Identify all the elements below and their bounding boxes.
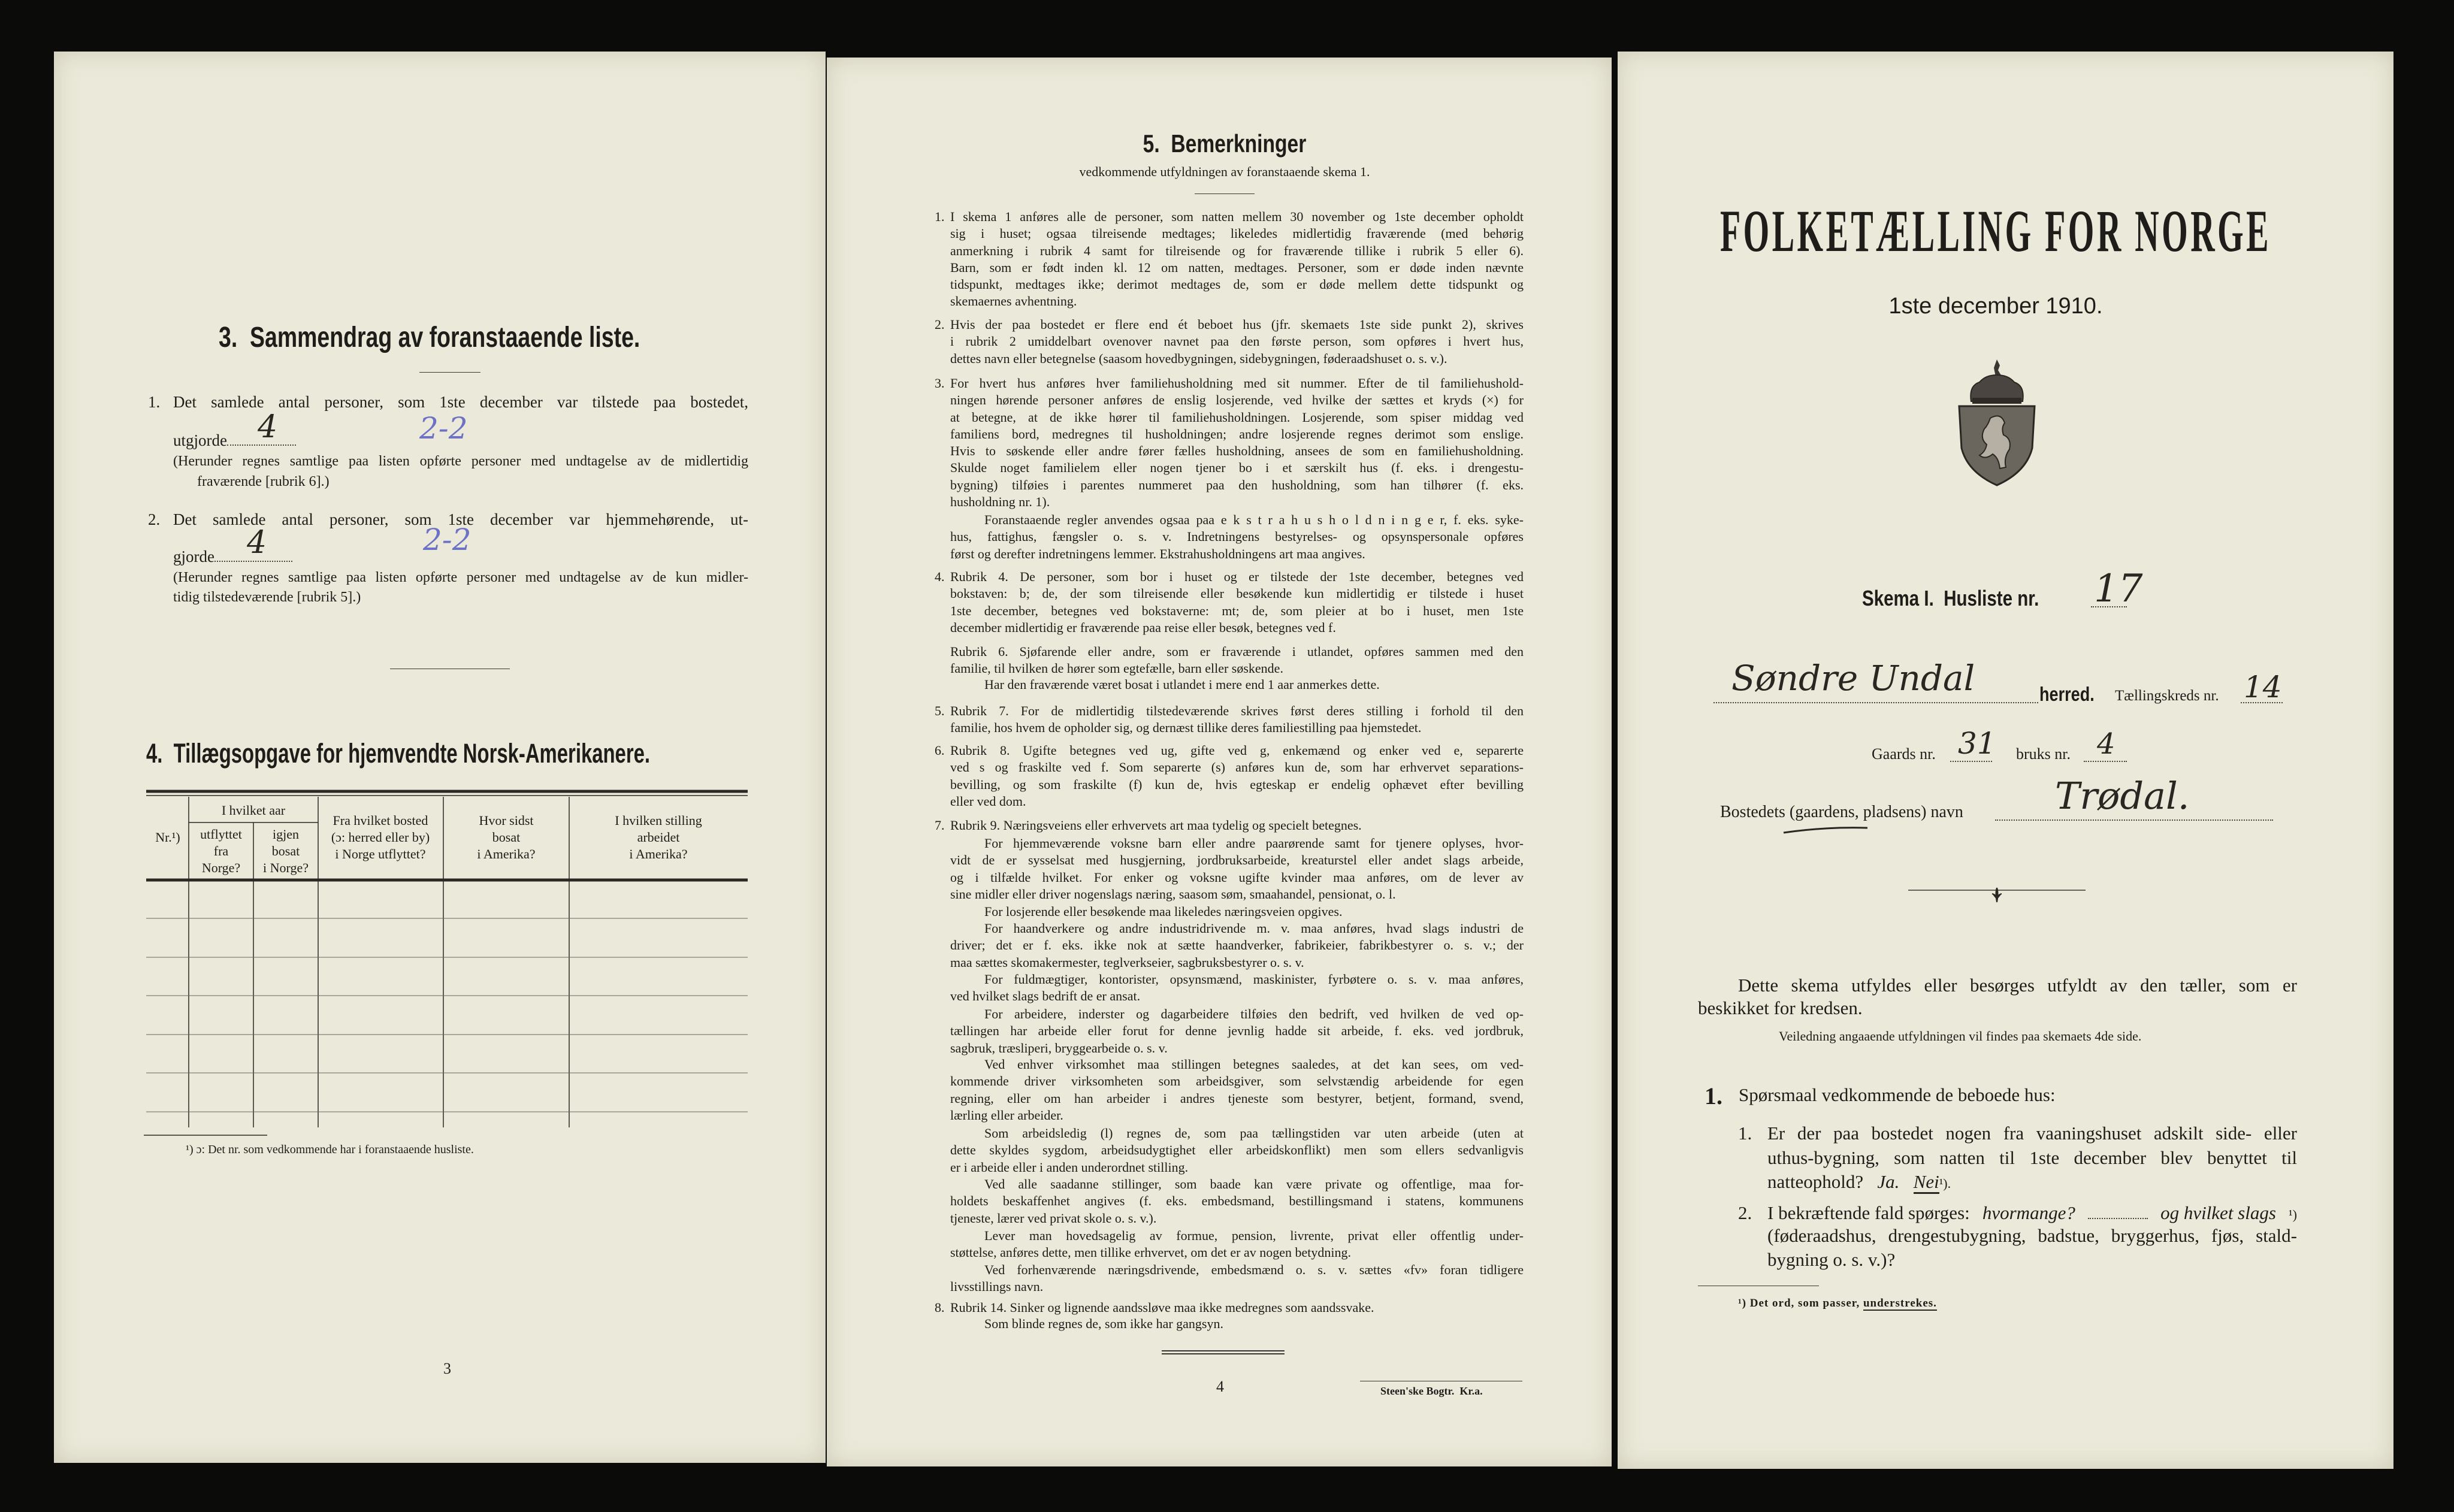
text-line: Rubrik 9. Næringsveiens eller erhvervets art maa tydelig og specielt betegnes. <box>950 818 1362 833</box>
gaards-nr-handwritten: 31 <box>1958 726 1996 761</box>
footnote-text: ¹) Det ord, som passer, <box>1738 1297 1860 1310</box>
remark-8-a <box>950 1316 1524 1332</box>
remark-5 <box>935 703 1524 737</box>
text-line: Rubrik 7. For de midlertidig tilstedeværende skrives først deres stilling i forhold til den <box>950 703 1524 718</box>
section5-subtitle: vedkommende utfyldningen av foranstaaende skema 1. <box>1079 164 1370 179</box>
text-line: For arbeidere, inderster og dagarbeidere tilføies den bedrift, ved hvilken de ved op- <box>984 1006 1524 1021</box>
text-line: For hjemmeværende voksne barn eller andre paarørende samt for tjenere oplyses, hvor- <box>984 836 1524 851</box>
remark-7 <box>935 817 1524 834</box>
text-line: For hvert hus anføres hver familiehusholdning med sit nummer. Efter de til familiehushold- <box>950 376 1524 391</box>
header-line: i Norge? <box>263 860 309 875</box>
text-line: bevilling, og som fraskilte (f) kun de, hvis egteskap er endelig ophævet efter bevilling <box>950 776 1524 792</box>
page-number: 4 <box>1216 1378 1224 1395</box>
item2-handwritten-value: 4 <box>247 525 267 561</box>
answer-yes[interactable]: Ja. <box>1877 1171 1900 1192</box>
text-line: skemaernes avhentning. <box>950 294 1077 309</box>
header-line: fra <box>213 843 229 858</box>
text-line: familie, hos hvem de opholder sig, og dernæst tillike deres familiestilling paa hjemstedet. <box>950 720 1422 736</box>
double-rule <box>1162 1350 1285 1351</box>
header-line: (ɔ: herred eller by) <box>331 830 430 845</box>
printer-imprint: Steen'ske Bogtr. Kr.a. <box>1380 1385 1483 1397</box>
page-number: 3 <box>443 1360 451 1377</box>
text-line: Som blinde regnes de, som ikke har gangsyn. <box>984 1316 1223 1331</box>
remark-number: 2. <box>935 317 945 332</box>
remark-7-e <box>950 1006 1524 1057</box>
remark-7-g <box>950 1125 1524 1176</box>
answer-no-selected[interactable]: Nei <box>1914 1171 1939 1194</box>
text-line: 1ste december, betegnes ved bokstaverne: mt; de, som pleier at bo i huset, men 1ste <box>950 603 1524 618</box>
col-header-nr: Nr.¹) <box>155 830 180 845</box>
text-line: ningen hørende personer anføres de enslig losjerende, ved hvilke der sættes et kryds (×) for <box>950 392 1524 408</box>
header-line: Hvor sidst <box>479 813 534 828</box>
header-line: arbeidet <box>637 830 680 845</box>
col-header-where <box>477 812 535 863</box>
kreds-nr-handwritten: 14 <box>2244 670 2282 704</box>
gjorde-label: gjorde <box>173 548 214 566</box>
ornament-icon <box>1908 887 2086 905</box>
q2-text-cont: (føderaadshus, drengestubygning, badstue, bryggerhus, fjøs, stald- <box>1767 1225 2297 1246</box>
item2-number: 2. <box>148 510 161 528</box>
q2-text <box>1767 1202 2297 1224</box>
instruction-text-cont: beskikket for kredsen. <box>1698 997 1863 1018</box>
underline-mark <box>1782 824 1869 836</box>
q1-text: Er der paa bostedet nogen fra vaaningshuset adskilt side- eller <box>1767 1123 2297 1144</box>
text-line: støttelse, anføres dette, men tillike erhvervet, om det er av nogen betydning. <box>950 1245 1351 1260</box>
q2-text-end: bygning o. s. v.)? <box>1767 1249 1896 1270</box>
footnote <box>1738 1297 1937 1310</box>
remark-6 <box>935 742 1524 810</box>
text-line: husholdning nr. 1). <box>950 494 1050 510</box>
remark-number: 8. <box>935 1300 945 1315</box>
q1-number: 1. <box>1738 1123 1752 1144</box>
text-line: familiens bord, medregnes til husholdningen; andre losjerende regnes derimot som enslige. <box>950 426 1524 441</box>
text-line: Ved forhenværende næringsdrivende, embedsmænd o. s. v. sættes «fv» foran tidligere <box>984 1262 1524 1277</box>
text-line: I skema 1 anføres alle de personer, som natten mellem 30 november og 1ste december opholdt <box>950 209 1524 224</box>
text-line: dettes navn eller betegnelse (saasom hovedbygningen, sidebygningen, føderaadshuset o. s. v.). <box>950 350 1447 366</box>
remark-4-bosat <box>950 676 1524 693</box>
text-line: bokstaven: b; de, der som tilreisende eller besøkende kun midlertidig er tilstede i huset <box>950 586 1524 601</box>
bruks-nr-handwritten: 4 <box>2097 727 2115 761</box>
remark-7-d <box>950 971 1524 1005</box>
text-line: maa sættes skomakermester, teglverkseier, sagbruksbestyrer o. s. v. <box>950 954 1304 970</box>
remark-7-c <box>950 920 1524 971</box>
text-line: sine midler eller driver nogenslags næring, saasom søm, smaahandel, pensionat, o. l. <box>950 886 1396 902</box>
text-line: dette skyldes sygdom, arbeidsudygtighet eller arbeidskonflikt) men som ellers sedvanligvis <box>950 1142 1524 1158</box>
section5-title: 5. Bemerkninger <box>1143 129 1307 158</box>
remark-3 <box>935 375 1524 510</box>
text-line: Har den fraværende været bosat i utlandet i mere end 1 aar anmerkes dette. <box>984 677 1380 692</box>
q1-text-cont: uthus-bygning, som natten til 1ste december blev benyttet til <box>1767 1147 2297 1168</box>
text-line: først og derefter indretningens lemmer. Ekstrahusholdningens art maa angives. <box>950 546 1365 561</box>
text-line: ved s og fraskilte ved f. Som separerte (s) anføres kun de, som har erhvervet separations- <box>950 760 1524 775</box>
col-header-returned <box>263 826 309 876</box>
remark-7-i <box>950 1227 1524 1262</box>
remark-4 <box>935 568 1524 636</box>
remark-number: 1. <box>935 209 945 224</box>
col-group-year: I hvilket aar <box>221 803 286 818</box>
col-header-from <box>331 812 430 863</box>
text-line: tællingen har arbeide eller forut for denne jevnlig hadde sit arbeide, f. eks. ved jordbruk, <box>950 1023 1524 1039</box>
schema-label: Skema I. Husliste nr. <box>1862 586 2039 610</box>
item1-blue-annotation: 2-2 <box>419 411 468 446</box>
text-line: kommende driver virksomheten som arbeidsgiver, som selvstændig arbeidende for egen <box>950 1073 1524 1089</box>
text-line: regning, eller om han arbeider i andres tjeneste som bestyrer, betjent, formand, svend, <box>950 1090 1524 1106</box>
text-line: at betegne, at de ikke hører til familiehusholdningen. Losjerende, som spiser middag ved <box>950 409 1524 425</box>
header-line: Norge? <box>201 860 241 875</box>
text-line: For losjerende eller besøkende maa likeledes næringsveien opgives. <box>984 904 1343 919</box>
text-line: ved hvilket slags bedrift de er ansat. <box>950 988 1141 1004</box>
census-date: 1ste december 1910. <box>1888 294 2103 319</box>
remark-number: 3. <box>935 376 945 391</box>
header-line: I hvilken stilling <box>615 813 702 828</box>
text-line: Hvis to søskende eller andre fører fælles husholdning, ansees de som en familiehusholdning. <box>950 443 1524 459</box>
item1-note-cont: fraværende [rubrik 6].) <box>197 474 330 489</box>
remark-7-b <box>950 903 1524 920</box>
question-section-number: 1. <box>1704 1082 1722 1109</box>
text-line: hus, fattighus, fængsler o. s. v. Indretningens bestyrelses- og opsynspersonale opføres <box>950 529 1524 545</box>
header-line: Fra hvilket bosted <box>333 813 428 828</box>
text-line: eller ved dom. <box>950 793 1026 809</box>
header-line: i Amerika? <box>629 846 688 861</box>
remark-4-rubrik6 <box>950 643 1524 678</box>
howmany-field[interactable] <box>2088 1218 2148 1219</box>
text-line: sagbruk, træsliperi, bryggearbeide o. s. v. <box>950 1040 1168 1056</box>
text-line: Rubrik 6. Sjøfarende eller andre, som er fraværende i utlandet, opføres sammen med den <box>950 644 1524 659</box>
header-line: utflyttet <box>200 827 242 842</box>
item1-handwritten-value: 4 <box>258 409 278 445</box>
coat-of-arms-icon <box>1954 358 2039 486</box>
herred-handwritten: Søndre Undal <box>1731 658 1975 698</box>
col-header-emigrated <box>200 826 242 876</box>
text-line: lærling eller arbeider. <box>950 1107 1063 1123</box>
section3-title: 3. Sammendrag av foranstaaende liste. <box>219 322 640 353</box>
header-line: bosat <box>271 843 300 858</box>
text-line: Rubrik 14. Sinker og lignende aandssløve maa ikke medregnes som aandssvake. <box>950 1300 1374 1315</box>
text-line: er i arbeide eller i anden underordnet stilling. <box>950 1159 1189 1175</box>
divider <box>1195 193 1255 194</box>
item2-text: Det samlede antal personer, som 1ste december var hjemmehørende, ut- <box>173 510 748 528</box>
item1-note: (Herunder regnes samtlige paa listen opførte personer med undtagelse av de midlertidig <box>173 453 748 469</box>
header-line: i Norge utflyttet? <box>335 846 426 861</box>
header-line: bosat <box>492 830 521 845</box>
text-line: december midlertidig er fraværende paa reise eller besøk, betegnes ved f. <box>950 619 1336 635</box>
header-line: i Amerika? <box>477 846 536 861</box>
text-line: Barn, som er født inden kl. 12 om natten, medtages. Personer, som er døde inden nævnte <box>950 259 1524 275</box>
remark-8 <box>935 1299 1524 1316</box>
kreds-label: Tællingskreds nr. <box>2115 688 2219 704</box>
text-line: Hvis der paa bostedet er flere end ét beboet hus (jfr. skemaets 1ste side punkt 2), skrives <box>950 317 1524 332</box>
q2-text-a: I bekræftende fald spørges: <box>1767 1202 1970 1223</box>
text-line: Ved alle saadanne stillinger, som baade kan være private og offentlige, maa for- <box>984 1177 1524 1192</box>
item1-text: Det samlede antal personer, som 1ste december var tilstede paa bostedet, <box>173 393 748 411</box>
footnote-underlined: understrekes. <box>1863 1297 1937 1310</box>
text-line: holdets beskaffenhet angives (f. eks. embedsmand, bestillingsmand i statens, kommunens <box>950 1193 1524 1209</box>
text-line: Skulde noget familielem eller nogen tjener bo i et særskilt hus (f. eks. i drengestu- <box>950 460 1524 476</box>
remark-7-a <box>950 835 1524 903</box>
gaards-label: Gaards nr. <box>1872 745 1936 763</box>
col-header-job <box>615 812 702 863</box>
text-line: i rubrik 2 umiddelbart ovenover navnet paa den første person, som opføres i hvert hus, <box>950 334 1524 349</box>
remark-1 <box>935 208 1524 310</box>
footnote-mark: ¹) <box>2289 1207 2297 1222</box>
double-rule <box>1162 1353 1285 1354</box>
husliste-nr-handwritten: 17 <box>2094 567 2143 611</box>
item2-note: (Herunder regnes samtlige paa listen opførte personer med undtagelse av de kun midler- <box>173 570 748 585</box>
q2-text-howmany: hvormange? <box>1982 1202 2075 1223</box>
remark-2 <box>935 316 1524 367</box>
bruks-label: bruks nr. <box>2016 745 2071 763</box>
remark-7-f <box>950 1056 1524 1124</box>
text-line: Rubrik 4. De personer, som bor i huset og er tilstede der 1ste december, betegnes ved <box>950 569 1524 584</box>
norsk-amerikanere-table-grid <box>0 0 779 1138</box>
text-line: Rubrik 8. Ugifte betegnes ved ug, gifte ved g, enkemænd og enker ved e, separerte <box>950 743 1524 758</box>
text-line: For fuldmægtiger, kontorister, opsynsmænd, maskinister, fyrbøtere o. s. v. maa anføres, <box>984 972 1524 987</box>
instruction-text: Dette skema utfyldes eller besørges utfyldt av den tæller, som er <box>1738 975 2297 996</box>
text-line: bygning) tilføies i parentes nummeret paa den husholdning, som han tilhører (f. eks. <box>950 477 1524 492</box>
text-line: familie, til hvilken de hører som egtefælle, barn eller søskende. <box>950 661 1283 676</box>
text-line: og i tilfælde hvilket. For enker og voksne ugifte kvinder maa anføres, om de lever av <box>950 869 1524 885</box>
bosted-handwritten: Trødal. <box>2055 774 2190 818</box>
q2-text-kind: og hvilket slags <box>2160 1202 2276 1223</box>
text-line: Ved enhver virksomhet maa stillingen betegnes saaledes, at det kan sees, om ved- <box>984 1057 1524 1072</box>
footnote-mark: ¹). <box>1939 1176 1951 1191</box>
text-line: tjeneste, lærer ved privat skole o. s. v.). <box>950 1210 1157 1226</box>
text-line: For haandverkere og andre industridrivende m. v. maa anføres, hvad slags industri de <box>984 921 1524 936</box>
remark-3-extra <box>950 512 1524 563</box>
table-footnote: ¹) ɔ: Det nr. som vedkommende har i foranstaaende husliste. <box>186 1143 474 1156</box>
herred-label: herred. <box>2039 683 2095 705</box>
remark-number: 6. <box>935 743 945 758</box>
text-line: sig i huset; ogsaa tilreisende medtages; likeledes midlertidig fraværende (med behørig <box>950 226 1524 241</box>
census-title: FOLKETÆLLING FOR NORGE <box>1719 198 2272 264</box>
schema-line <box>1862 586 2078 611</box>
text-line: livsstillings navn. <box>950 1279 1044 1295</box>
text-line: driver; det er f. eks. ikke nok at sætte haandverker, fabrikeier, fabrikbestyrer o. s. v.; der <box>950 938 1524 953</box>
remark-number: 7. <box>935 818 945 833</box>
q1-text-end: natteophold? <box>1767 1171 1864 1192</box>
section4-title: 4. Tillægsopgave for hjemvendte Norsk-Amerikanere. <box>146 738 651 769</box>
item2-note-cont: tidig tilstedeværende [rubrik 5].) <box>173 589 361 605</box>
item2-blue-annotation: 2-2 <box>423 522 472 557</box>
q2-number: 2. <box>1738 1202 1752 1223</box>
remark-7-j <box>950 1262 1524 1296</box>
text-line: anmerkning i rubrik 4 samt for tilreisende og for fraværende tillike i rubrik 5 eller 6). <box>950 243 1524 258</box>
question-section-title: Spørsmaal vedkommende de beboede hus: <box>1739 1084 2056 1105</box>
guidance-text: Veiledning angaaende utfyldningen vil findes paa skemaets 4de side. <box>1779 1029 2142 1044</box>
text-line: Lever man hovedsagelig av formue, pension, livrente, privat eller offentlig under- <box>984 1228 1524 1243</box>
remark-number: 5. <box>935 703 945 718</box>
text-line: Som arbeidsledig (l) regnes de, som paa tællingstiden var uten arbeide (uten at <box>984 1126 1524 1141</box>
bosted-label: Bostedets (gaardens, pladsens) navn <box>1720 803 1963 821</box>
text-line: Foranstaaende regler anvendes ogsaa paa e k s t r a h u s h o l d n i n g e r, f. eks. syke- <box>984 512 1524 527</box>
header-line: igjen <box>273 827 299 842</box>
text-line: vidt de er sysselsat med husgjerning, jordbruksarbeide, kreaturstel eller andet slags arbeide, <box>950 852 1524 868</box>
utgjorde-label: utgjorde <box>173 431 227 449</box>
item1-number: 1. <box>148 393 161 411</box>
remark-number: 4. <box>935 569 945 584</box>
q1-answer-line <box>1767 1171 1951 1193</box>
remark-7-h <box>950 1176 1524 1227</box>
text-line: tidspunkt, medtages ikke; derimot medtages de, som er døde mellem dette tidspunkt og <box>950 277 1524 292</box>
